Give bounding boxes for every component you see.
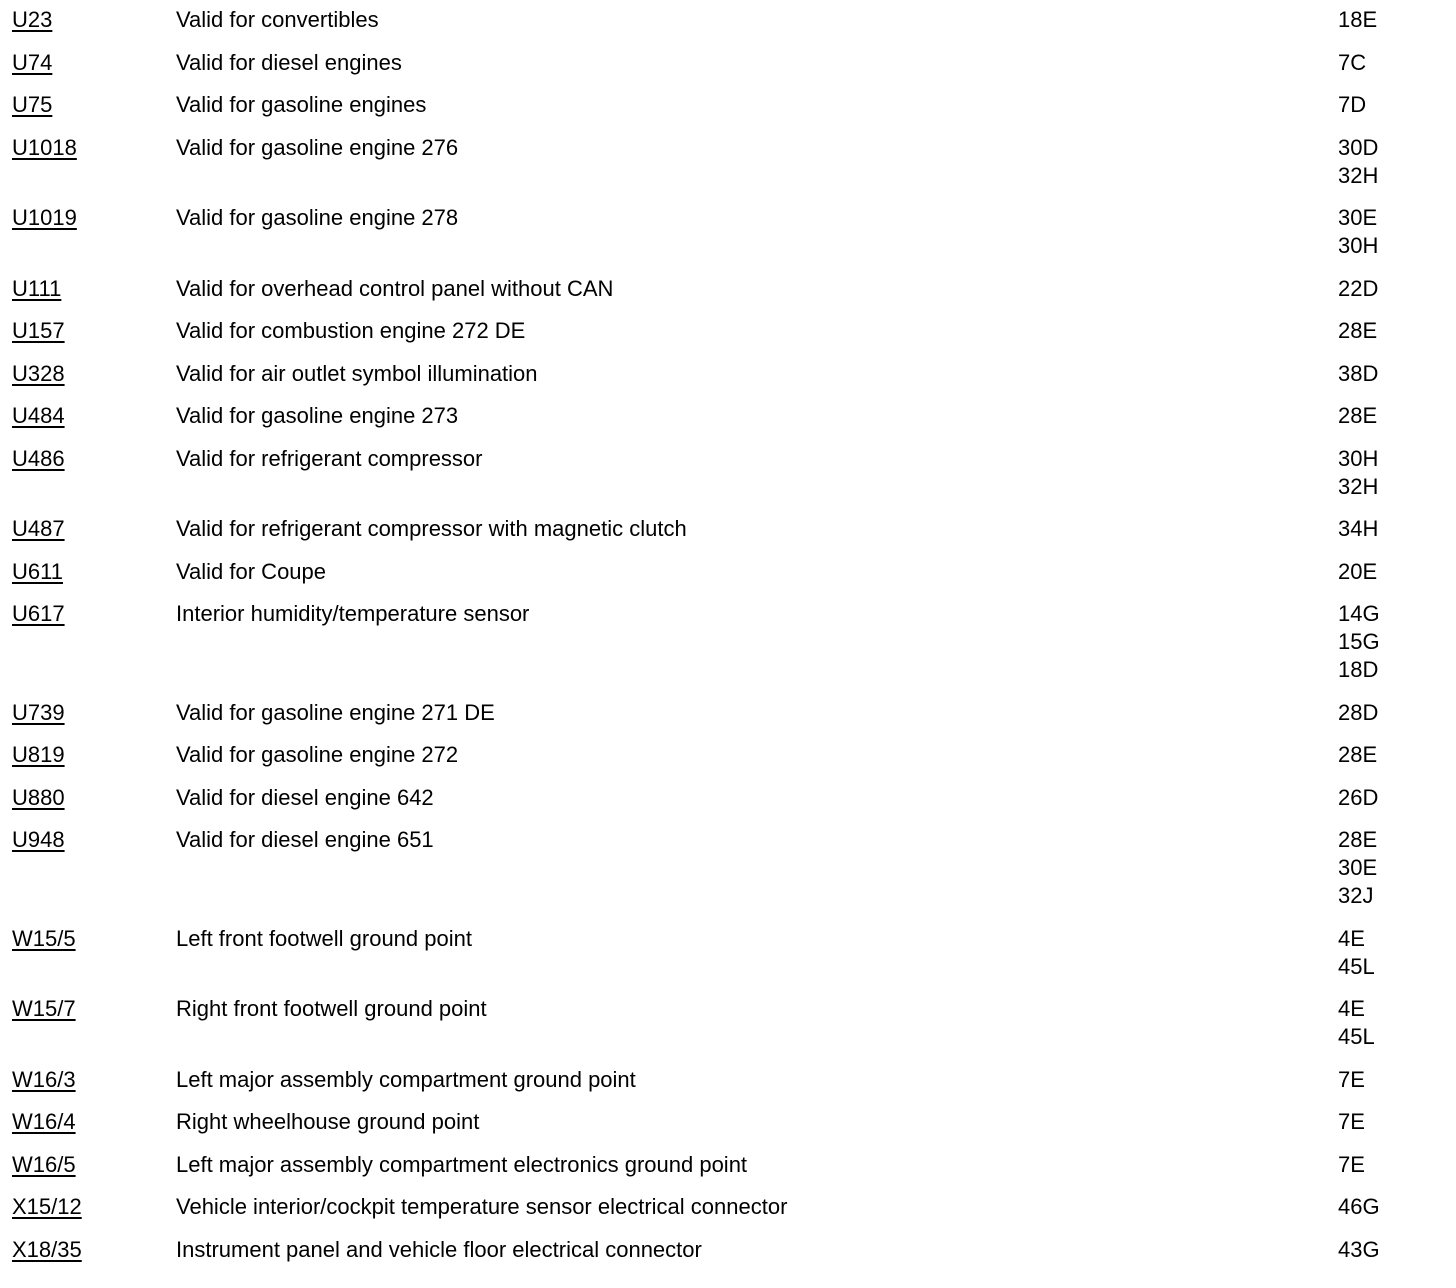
component-description: Valid for refrigerant compressor <box>176 445 483 471</box>
grid-reference: 32H <box>1338 473 1379 499</box>
grid-reference: 30D <box>1338 134 1379 160</box>
grid-reference-list <box>1338 204 1438 260</box>
grid-reference-list <box>1338 925 1438 981</box>
grid-reference-list <box>1338 360 1438 388</box>
grid-reference: 45L <box>1338 953 1375 979</box>
grid-reference: 46G <box>1338 1194 1380 1219</box>
component-code-link[interactable]: U819 <box>12 742 65 767</box>
legend-row <box>0 91 1456 119</box>
component-description: Valid for air outlet symbol illumination <box>176 360 538 386</box>
component-description: Right wheelhouse ground point <box>176 1109 480 1134</box>
legend-row <box>0 784 1456 812</box>
grid-reference: 7C <box>1338 49 1367 75</box>
grid-reference: 30E <box>1338 205 1378 230</box>
component-code-link[interactable]: U880 <box>12 784 65 810</box>
legend-row <box>0 600 1456 684</box>
legend-row <box>0 134 1456 190</box>
component-code-link[interactable]: W15/7 <box>12 996 76 1021</box>
grid-reference: 4E <box>1338 996 1365 1021</box>
grid-reference-list <box>1338 1193 1438 1221</box>
component-description: Valid for gasoline engine 272 <box>176 742 459 767</box>
legend-row <box>0 995 1456 1051</box>
grid-reference: 20E <box>1338 558 1378 584</box>
component-code-link[interactable]: W16/5 <box>12 1151 76 1177</box>
component-code-link[interactable]: U328 <box>12 360 65 386</box>
component-description: Valid for gasoline engine 276 <box>176 134 459 160</box>
component-description: Valid for convertibles <box>176 7 379 32</box>
grid-reference: 4E <box>1338 925 1365 951</box>
grid-reference: 28E <box>1338 827 1378 852</box>
grid-reference: 7E <box>1338 1066 1365 1092</box>
grid-reference-list <box>1338 515 1438 543</box>
grid-reference: 7D <box>1338 92 1367 117</box>
component-description: Valid for Coupe <box>176 558 327 584</box>
grid-reference-list <box>1338 402 1438 430</box>
grid-reference: 30H <box>1338 233 1379 258</box>
grid-reference-list <box>1338 1236 1438 1264</box>
grid-reference: 43G <box>1338 1236 1380 1262</box>
component-code-link[interactable]: U75 <box>12 92 53 117</box>
legend-row <box>0 1236 1456 1264</box>
legend-row <box>0 49 1456 77</box>
legend-row <box>0 1108 1456 1136</box>
component-description: Valid for gasoline engines <box>176 92 427 117</box>
legend-row <box>0 558 1456 586</box>
legend-row <box>0 515 1456 543</box>
component-code-link[interactable]: U611 <box>12 558 63 584</box>
component-description: Valid for combustion engine 272 DE <box>176 318 526 343</box>
component-description: Valid for gasoline engine 273 <box>176 403 459 428</box>
legend-row <box>0 275 1456 303</box>
component-code-link[interactable]: U111 <box>12 275 62 301</box>
legend-row <box>0 360 1456 388</box>
component-description: Valid for overhead control panel without CAN <box>176 275 614 301</box>
component-code-link[interactable]: U1019 <box>12 205 77 230</box>
component-description: Valid for diesel engine 642 <box>176 784 434 810</box>
component-code-link[interactable]: U1018 <box>12 134 77 160</box>
component-code-link[interactable]: U74 <box>12 49 53 75</box>
grid-reference-list <box>1338 91 1438 119</box>
component-code-link[interactable]: U23 <box>12 7 53 32</box>
grid-reference: 18D <box>1338 657 1379 682</box>
grid-reference: 26D <box>1338 784 1379 810</box>
component-code-link[interactable]: X15/12 <box>12 1194 82 1219</box>
grid-reference: 38D <box>1338 360 1379 386</box>
grid-reference: 15G <box>1338 629 1380 654</box>
grid-reference: 45L <box>1338 1024 1375 1049</box>
component-description: Interior humidity/temperature sensor <box>176 601 530 626</box>
component-code-link[interactable]: U486 <box>12 445 65 471</box>
grid-reference-list <box>1338 995 1438 1051</box>
legend-row <box>0 699 1456 727</box>
component-code-link[interactable]: U157 <box>12 318 65 343</box>
grid-reference: 22D <box>1338 275 1379 301</box>
grid-reference-list <box>1338 558 1438 586</box>
component-code-link[interactable]: U617 <box>12 601 65 626</box>
legend-row <box>0 925 1456 981</box>
component-description: Valid for refrigerant compressor with magnetic clutch <box>176 516 687 541</box>
grid-reference-list <box>1338 49 1438 77</box>
grid-reference-list <box>1338 134 1438 190</box>
component-description: Valid for gasoline engine 271 DE <box>176 699 495 725</box>
grid-reference: 18E <box>1338 7 1378 32</box>
grid-reference-list <box>1338 1151 1438 1179</box>
component-code-link[interactable]: U739 <box>12 699 65 725</box>
grid-reference: 30H <box>1338 445 1379 471</box>
component-description: Left major assembly compartment ground point <box>176 1066 636 1092</box>
component-code-link[interactable]: W16/4 <box>12 1109 76 1134</box>
grid-reference-list <box>1338 784 1438 812</box>
grid-reference-list <box>1338 1066 1438 1094</box>
legend-row <box>0 826 1456 910</box>
component-legend-list <box>0 6 1456 1278</box>
legend-row <box>0 1193 1456 1221</box>
grid-reference-list <box>1338 317 1438 345</box>
component-code-link[interactable]: U487 <box>12 516 65 541</box>
grid-reference-list <box>1338 6 1438 34</box>
legend-row <box>0 204 1456 260</box>
component-description: Left front footwell ground point <box>176 925 472 951</box>
grid-reference-list <box>1338 445 1438 501</box>
grid-reference: 34H <box>1338 516 1379 541</box>
grid-reference-list <box>1338 741 1438 769</box>
grid-reference-list <box>1338 275 1438 303</box>
grid-reference: 28E <box>1338 742 1378 767</box>
grid-reference: 7E <box>1338 1109 1365 1134</box>
grid-reference-list <box>1338 1108 1438 1136</box>
component-code-link[interactable]: X18/35 <box>12 1236 82 1262</box>
grid-reference: 32J <box>1338 883 1374 908</box>
component-description: Instrument panel and vehicle floor electrical connector <box>176 1236 702 1262</box>
grid-reference: 7E <box>1338 1151 1365 1177</box>
grid-reference: 14G <box>1338 601 1380 626</box>
component-code-link[interactable]: U484 <box>12 403 65 428</box>
grid-reference-list <box>1338 699 1438 727</box>
component-description: Valid for diesel engine 651 <box>176 827 434 852</box>
legend-row <box>0 741 1456 769</box>
component-code-link[interactable]: W15/5 <box>12 925 76 951</box>
grid-reference-list <box>1338 600 1438 684</box>
grid-reference: 30E <box>1338 855 1378 880</box>
component-description: Valid for gasoline engine 278 <box>176 205 459 230</box>
legend-row <box>0 445 1456 501</box>
legend-row <box>0 402 1456 430</box>
grid-reference: 32H <box>1338 162 1379 188</box>
grid-reference-list <box>1338 826 1438 910</box>
legend-row <box>0 317 1456 345</box>
legend-row <box>0 6 1456 34</box>
legend-row <box>0 1066 1456 1094</box>
component-description: Valid for diesel engines <box>176 49 402 75</box>
component-description: Vehicle interior/cockpit temperature sensor electrical connector <box>176 1194 788 1219</box>
component-code-link[interactable]: W16/3 <box>12 1066 76 1092</box>
component-description: Left major assembly compartment electronics ground point <box>176 1151 748 1177</box>
component-description: Right front footwell ground point <box>176 996 487 1021</box>
legend-row <box>0 1151 1456 1179</box>
grid-reference: 28E <box>1338 403 1378 428</box>
grid-reference: 28D <box>1338 699 1379 725</box>
component-code-link[interactable]: U948 <box>12 827 65 852</box>
grid-reference: 28E <box>1338 318 1378 343</box>
